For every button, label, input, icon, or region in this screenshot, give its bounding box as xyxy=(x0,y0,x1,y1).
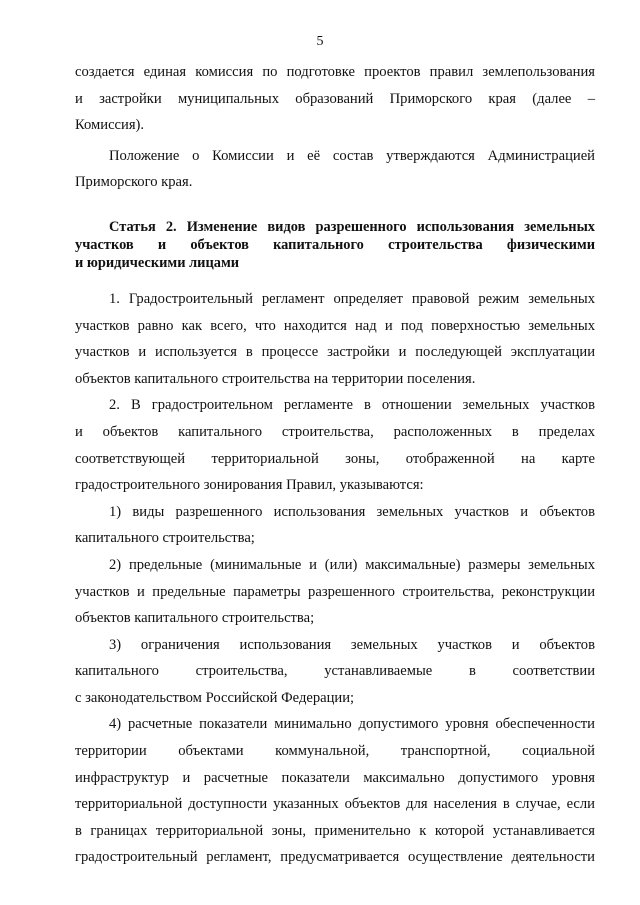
text-line: территориальной доступности указанных объектов для населения в случае, если xyxy=(75,796,595,813)
text-line: 3) ограничения использования земельных участков и объектов xyxy=(109,636,595,653)
text-line: участков и предельные параметры разрешенного строительства, реконструкции xyxy=(75,583,595,600)
text-line: капитального строительства; xyxy=(75,530,255,547)
text-line: в границах территориальной зоны, применительно к которой устанавливается xyxy=(75,822,595,839)
text-line: Комиссия). xyxy=(75,117,145,134)
text-line: градостроительный регламент, предусматривается осуществление деятельности xyxy=(75,849,595,866)
paragraph-item-1 xyxy=(75,286,595,392)
text-line: капитального строительства, устанавливаемые в соответствии xyxy=(75,663,595,680)
text-line: создается единая комиссия по подготовке проектов правил землепользования xyxy=(75,64,595,80)
text-line: инфраструктур и расчетные показатели максимально допустимого уровня xyxy=(75,769,595,786)
text-line: Приморского края. xyxy=(75,174,193,191)
paragraph-subitem-3 xyxy=(75,632,595,712)
text-line: территории объектами коммунальной, транспортной, социальной xyxy=(75,743,595,760)
text-line: участков и используется в процессе застройки и последующей эксплуатации xyxy=(75,344,595,361)
paragraph-commission xyxy=(75,59,595,139)
paragraph-subitem-2 xyxy=(75,552,595,632)
text-line: 2) предельные (минимальные и (или) максимальные) размеры земельных xyxy=(109,556,595,573)
text-line: 4) расчетные показатели минимально допустимого уровня обеспеченности xyxy=(109,716,595,733)
paragraph-item-2 xyxy=(75,392,595,498)
text-line: Положение о Комиссии и её состав утверждаются Администрацией xyxy=(109,147,595,164)
heading-line: Статья 2. Изменение видов разрешенного использования земельных xyxy=(109,218,595,235)
article-heading xyxy=(75,218,595,272)
text-line: и застройки муниципальных образований Приморского края (далее – xyxy=(75,90,595,107)
paragraph-subitem-1 xyxy=(75,499,595,552)
heading-line: и юридическими лицами xyxy=(75,254,240,271)
heading-line: участков и объектов капитального строительства физическими xyxy=(75,236,595,253)
text-line: объектов капитального строительства; xyxy=(75,610,315,627)
text-line: с законодательством Российской Федерации; xyxy=(75,689,355,706)
text-line: и объектов капитального строительства, расположенных в пределах xyxy=(75,423,595,440)
text-line: 2. В градостроительном регламенте в отношении земельных участков xyxy=(109,397,595,414)
text-line: 1. Градостроительный регламент определяет правовой режим земельных xyxy=(109,290,595,307)
text-line: участков равно как всего, что находится над и под поверхностью земельных xyxy=(75,317,595,334)
text-line: 1) виды разрешенного использования земельных участков и объектов xyxy=(109,503,595,520)
paragraph-subitem-4 xyxy=(75,711,595,871)
text-line: объектов капитального строительства на территории поселения. xyxy=(75,370,476,387)
text-line: градостроительного зонирования Правил, указываются: xyxy=(75,477,424,494)
text-line: соответствующей территориальной зоны, отображенной на карте xyxy=(75,450,595,467)
paragraph-commission-regulation xyxy=(75,143,595,196)
document-body xyxy=(75,59,595,871)
page-number: 5 xyxy=(316,34,324,49)
